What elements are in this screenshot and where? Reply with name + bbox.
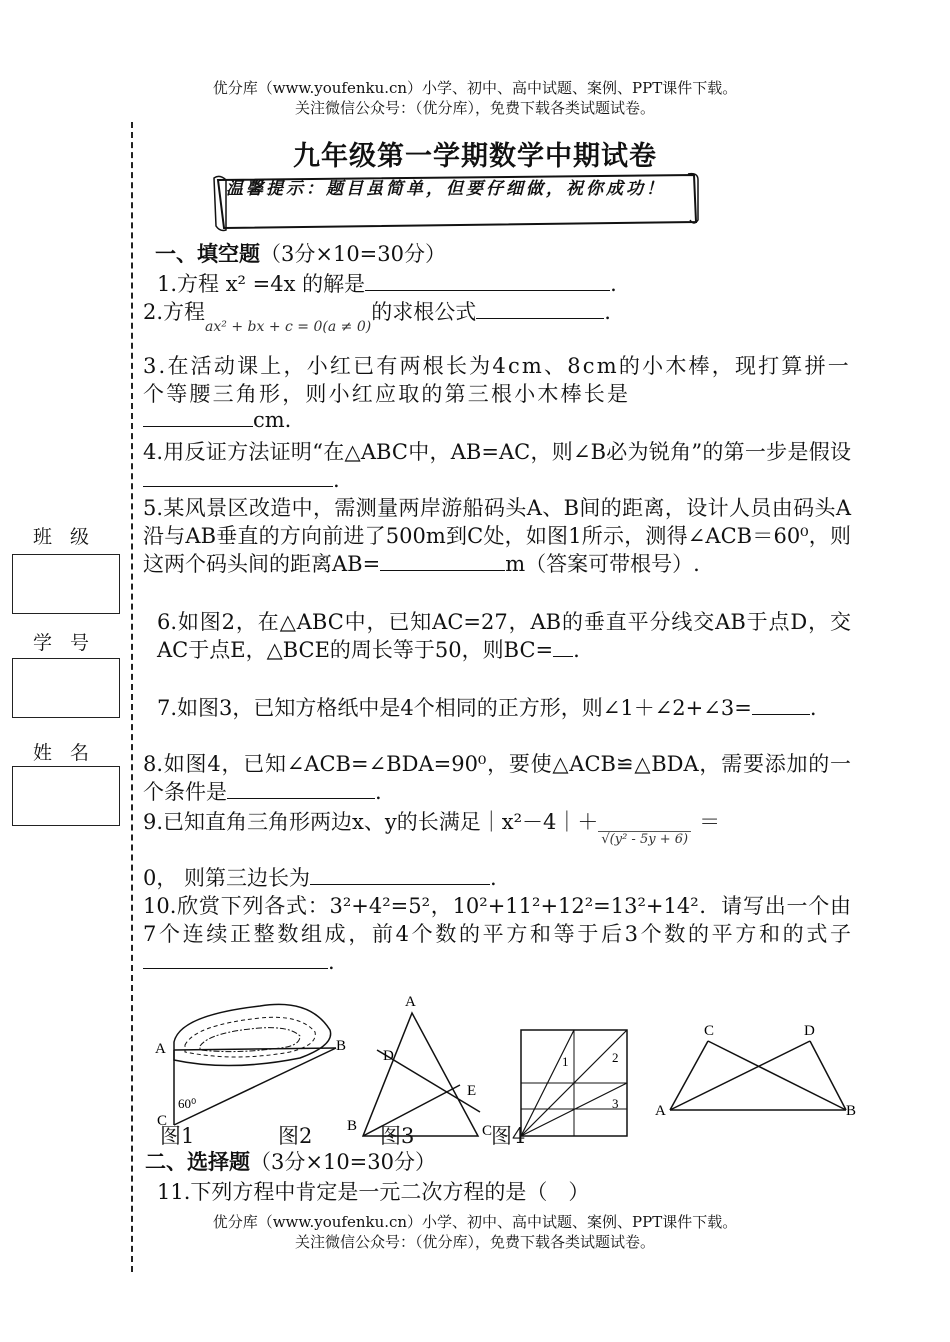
fig2-label-e: E bbox=[467, 1083, 477, 1099]
q2-answer-blank[interactable] bbox=[476, 298, 604, 319]
q2-text: 2.方程 bbox=[143, 300, 206, 324]
q1-text: 1.方程 x² =4x 的解是 bbox=[157, 272, 366, 296]
section-2-title: 二、选择题 bbox=[145, 1149, 250, 1174]
q9-sqrt-formula: √(y² - 5y + 6) bbox=[598, 831, 691, 847]
fig3-angle-1: 1 bbox=[562, 1054, 569, 1069]
q4-end: . bbox=[333, 468, 340, 492]
fig2-label-c: C bbox=[482, 1123, 493, 1139]
fig3-angle-3: 3 bbox=[612, 1096, 619, 1111]
question-7 bbox=[157, 694, 837, 722]
page-header bbox=[0, 78, 950, 118]
question-9 bbox=[143, 808, 851, 847]
q6-end: . bbox=[573, 638, 580, 662]
q3-answer-blank[interactable] bbox=[143, 406, 253, 427]
section-2-heading bbox=[145, 1148, 853, 1176]
fig4-label-a: A bbox=[655, 1103, 666, 1119]
fig1-label-c: C bbox=[157, 1113, 168, 1129]
section-1-heading bbox=[155, 240, 863, 268]
q7-answer-blank[interactable] bbox=[752, 694, 810, 715]
page-title: 九年级第一学期数学中期试卷 bbox=[293, 141, 657, 172]
figures-panel bbox=[140, 990, 870, 1140]
question-6 bbox=[157, 608, 851, 664]
fig2-label-b: B bbox=[347, 1118, 358, 1134]
q1-end: . bbox=[610, 272, 617, 296]
q5-text: 5.某风景区改造中，需测量两岸游船码头A、B间的距离，设计人员由码头A沿与AB垂直的方向前进了500m到C处，如图1所示，测得∠ACB＝60⁰，则这两个码头间的距离AB= bbox=[143, 496, 851, 576]
header-line-2: 关注微信公众号：（优分库），免费下载各类试题试卷。 bbox=[294, 99, 655, 117]
q10-text: 10.欣赏下列各式：3²+4²=5²，10²+11²+12²=13²+14²．请写出一个由7个连续正整数组成，前4个数的平方和等于后3个数的平方和的式子 bbox=[143, 894, 851, 946]
question-5 bbox=[143, 494, 851, 578]
figure-2 bbox=[347, 994, 492, 1139]
q10-answer-blank[interactable] bbox=[143, 948, 328, 969]
name-field[interactable] bbox=[12, 766, 120, 826]
fig1-angle: 60⁰ bbox=[178, 1096, 197, 1111]
fig1-label-a: A bbox=[155, 1041, 166, 1057]
fig4-label-c: C bbox=[704, 1023, 715, 1039]
question-10 bbox=[143, 892, 851, 976]
q8-end: . bbox=[375, 780, 382, 804]
q2-end: . bbox=[604, 300, 611, 324]
figure-3-caption: 图3 bbox=[380, 1124, 415, 1148]
section-1-score: （3分×10=30分） bbox=[260, 242, 446, 266]
q3-text: 3.在活动课上，小红已有两根长为4cm、8cm的小木棒，现打算拼一个等腰三角形，则小红应取的第三根小木棒长是 bbox=[143, 354, 851, 406]
fig2-label-a: A bbox=[405, 994, 416, 1010]
q7-end: . bbox=[809, 696, 817, 720]
fig4-label-b: B bbox=[846, 1103, 857, 1119]
footer-line-1: 优分库（www.youfenku.cn）小学、初中、高中试题、案例、PPT课件下载。 bbox=[212, 1213, 738, 1231]
q4-answer-blank[interactable] bbox=[143, 466, 333, 487]
figure-4 bbox=[655, 1023, 856, 1119]
student-number-field[interactable] bbox=[12, 658, 120, 718]
class-label: 班 级 bbox=[32, 526, 96, 548]
q8-answer-blank[interactable] bbox=[227, 778, 375, 799]
class-field[interactable] bbox=[12, 554, 120, 614]
question-3 bbox=[143, 352, 851, 434]
figure-4-caption: 图4 bbox=[491, 1124, 526, 1148]
q5-answer-blank[interactable] bbox=[380, 550, 505, 571]
name-label: 姓 名 bbox=[32, 742, 96, 764]
q9-line2: 0， 则第三边长为 bbox=[143, 866, 311, 890]
fig3-angle-2: 2 bbox=[612, 1050, 619, 1065]
tip-text: 温馨提示：题目虽简单，但要仔细做，祝你成功！ bbox=[226, 179, 666, 199]
question-8 bbox=[143, 750, 851, 806]
q2-after: 的求根公式 bbox=[371, 300, 477, 324]
fig2-label-d: D bbox=[383, 1048, 394, 1064]
fig4-label-d: D bbox=[804, 1023, 815, 1039]
q9-text: 9.已知直角三角形两边x、y的长满足｜x²－4｜＋ bbox=[143, 810, 599, 834]
question-9-line-2 bbox=[143, 864, 851, 892]
q9-end: . bbox=[490, 866, 497, 890]
header-line-1: 优分库（www.youfenku.cn）小学、初中、高中试题、案例、PPT课件下载。 bbox=[212, 79, 738, 97]
q5-end: m（答案可带根号）. bbox=[505, 552, 700, 576]
q6-text: 6.如图2，在△ABC中，已知AC=27，AB的垂直平分线交AB于点D，交AC于点E，△BCE的周长等于50，则BC= bbox=[157, 610, 851, 662]
question-2 bbox=[143, 298, 851, 335]
q4-text: 4.用反证方法证明“在△ABC中，AB=AC，则∠B必为锐角”的第一步是假设 bbox=[143, 440, 851, 464]
fig1-label-b: B bbox=[336, 1038, 347, 1054]
question-11 bbox=[157, 1178, 865, 1206]
figure-1-caption: 图1 bbox=[160, 1124, 195, 1148]
q8-text: 8.如图4，已知∠ACB=∠BDA=90⁰，要使△ACB≌△BDA，需要添加的一个条件是 bbox=[143, 752, 851, 804]
question-4 bbox=[143, 438, 851, 494]
question-1 bbox=[157, 270, 865, 298]
student-number-label: 学 号 bbox=[32, 632, 96, 654]
page-footer bbox=[0, 1212, 950, 1252]
q9-answer-blank[interactable] bbox=[310, 864, 490, 885]
section-1-title: 一、填空题 bbox=[155, 241, 260, 266]
figure-2-caption: 图2 bbox=[278, 1124, 313, 1148]
figure-1 bbox=[155, 1004, 346, 1129]
q7-text: 7.如图3，已知方格纸中是4个相同的正方形，则∠1＋∠2+∠3= bbox=[157, 696, 752, 720]
q9-equals: ＝ bbox=[699, 810, 721, 834]
footer-line-2: 关注微信公众号：（优分库），免费下载各类试题试卷。 bbox=[294, 1233, 655, 1251]
q6-answer-blank[interactable] bbox=[553, 636, 573, 657]
figure-3 bbox=[521, 1030, 627, 1136]
q11-text: 11.下列方程中肯定是一元二次方程的是（ ） bbox=[157, 1180, 590, 1204]
q1-answer-blank[interactable] bbox=[365, 270, 610, 291]
q3-end: cm. bbox=[253, 408, 292, 432]
q2-formula: ax² + bx + c = 0(a ≠ 0) bbox=[205, 319, 372, 335]
binding-dashed-line bbox=[131, 122, 133, 1272]
q10-end: . bbox=[328, 950, 335, 974]
section-2-score: （3分×10=30分） bbox=[250, 1150, 436, 1174]
